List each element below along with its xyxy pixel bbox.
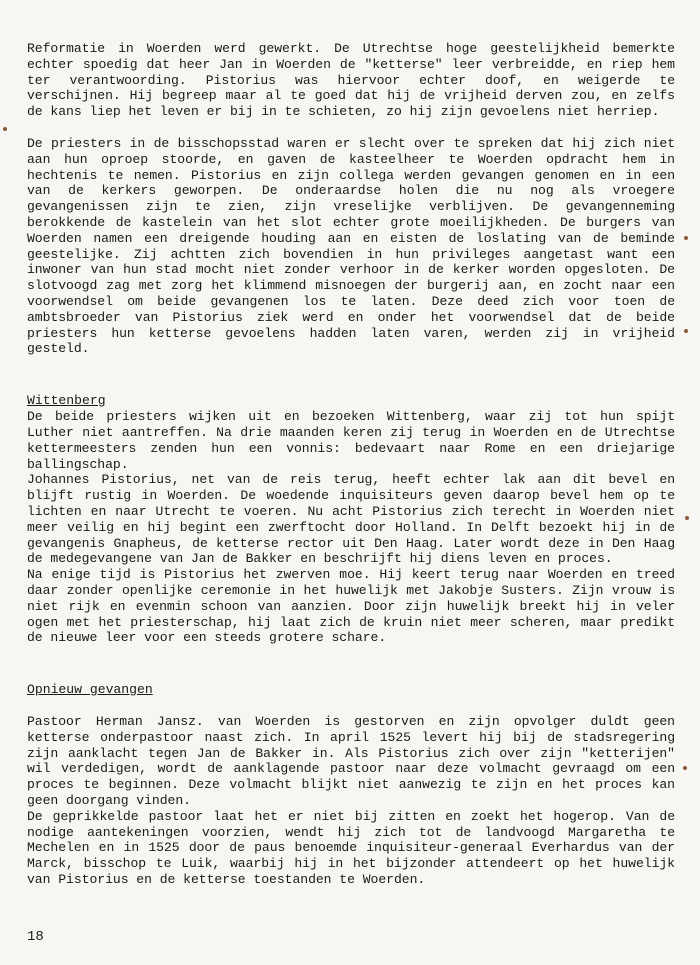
paragraph: Johannes Pistorius, net van de reis terug, heeft echter lak aan dit bevel en blijft rustig in Woerden. De woedende inquisiteurs geven daarop bevel hem op te lichten en naar Utrecht te voeren. Nu acht Pistorius zich terecht in Woerden niet meer veilig en hij begint een zwerftocht door Holland. In Delft bezoekt hij in de gevangenis Gnapheus, de ketterse rector uit Den Haag. Later wordt deze in Den Haag de medegevangene van Jan de Bakker en beschrijft hij diens leven en proces. (27, 472, 675, 567)
page-number: 18 (27, 929, 44, 945)
section-heading-wittenberg: Wittenberg (27, 393, 106, 409)
paper-speck (683, 766, 687, 770)
paragraph: Reformatie in Woerden werd gewerkt. De Utrechtse hoge geestelijkheid bemerkte echter spoedig dat heer Jan in Woerden de "ketterse" leer verbreidde, en riep hem ter verantwoording. Pistorius was hiervoor echter doof, en weigerde te verschijnen. Hij begreep maar al te goed dat hij de vrijheid derven zou, en zelfs de kans liep het leven er bij in te schieten, zo hij zijn gevoelens niet herriep. (27, 41, 675, 120)
paragraph: De beide priesters wijken uit en bezoeken Wittenberg, waar zij tot hun spijt Luther niet aantreffen. Na drie maanden keren zij terug in Woerden en de Utrechtse kettermeesters zenden hun een vonnis: bedevaart naar Rome en een driejarige ballingschap. (27, 409, 675, 472)
paper-speck (684, 329, 688, 333)
paragraph: De geprikkelde pastoor laat het er niet bij zitten en zoekt het hogerop. Van de nodige aantekeningen voorzien, wendt hij zich tot de landvoogd Margaretha te Mechelen en in 1525 door de paus benoemde inquisiteur-generaal Everhardus van der Marck, bisschop te Luik, waarbij hij in het bijzonder attendeert op het huwelijk van Pistorius en de ketterse toestanden te Woerden. (27, 808, 675, 888)
paragraph: De priesters in de bisschopsstad waren er slecht over te spreken dat hij zich niet aan hun oproep stoorde, en gaven de kasteelheer te Woerden opdracht hem in hechtenis te nemen. Pistorius en zijn collega werden gevangen genomen en in een van de kerkers geworpen. De onderaardse holen die nu nog als vroegere gevangenissen zijn te zien, zijn vreselijke verblijven. De gevangenneming berokkende de kastelein van het slot echter grote moeilijkheden. De burgers van Woerden namen een dreigende houding aan en eisten de loslating van de beminde geestelijke. Zij achtten zich bovendien in hun privileges aangetast want een inwoner van hun stad mocht niet zonder verhoor in de kerker worden opgesloten. De slotvoogd zag met zorg het klimmend misnoegen der burgerij aan, en zocht naar een voorwendsel om beide gevangenen los te laten. Deze deed zich voor toen de ambtsbroeder van Pistorius ziek werd en onder het voorwendsel dat de beide priesters hun ketterse gevoelens hadden laten varen, werden zij in vrijheid gesteld. (27, 135, 675, 357)
paragraph: Pastoor Herman Jansz. van Woerden is gestorven en zijn opvolger duldt geen ketterse onderpastoor naast zich. In april 1525 levert hij bij de stadsregering zijn aanklacht tegen Jan de Bakker in. Als Pistorius zich over zijn "ketterijen" wil verdedigen, wordt de aanklagende pastoor naar deze volmacht gevraagd om een proces te beginnen. Deze volmacht blijkt niet aanwezig te zijn en het proces kan geen doorgang vinden. (27, 714, 675, 809)
paper-speck (684, 236, 688, 240)
section-heading-opnieuw-gevangen: Opnieuw gevangen (27, 682, 153, 698)
document-page (27, 41, 675, 888)
paper-speck (685, 516, 689, 520)
paragraph: Na enige tijd is Pistorius het zwerven moe. Hij keert terug naar Woerden en treed daar zonder openlijke ceremonie in het huwelijk met Jakobje Susters. Zijn vrouw is niet rijk en evenmin schoon van aanzien. Door zijn huwelijk breekt hij in veler ogen met het priesterschap, hij laat zich de kruin niet meer scheren, maar predikt de nieuwe leer voor een steeds grotere schare. (27, 567, 675, 646)
paper-speck (3, 127, 7, 131)
